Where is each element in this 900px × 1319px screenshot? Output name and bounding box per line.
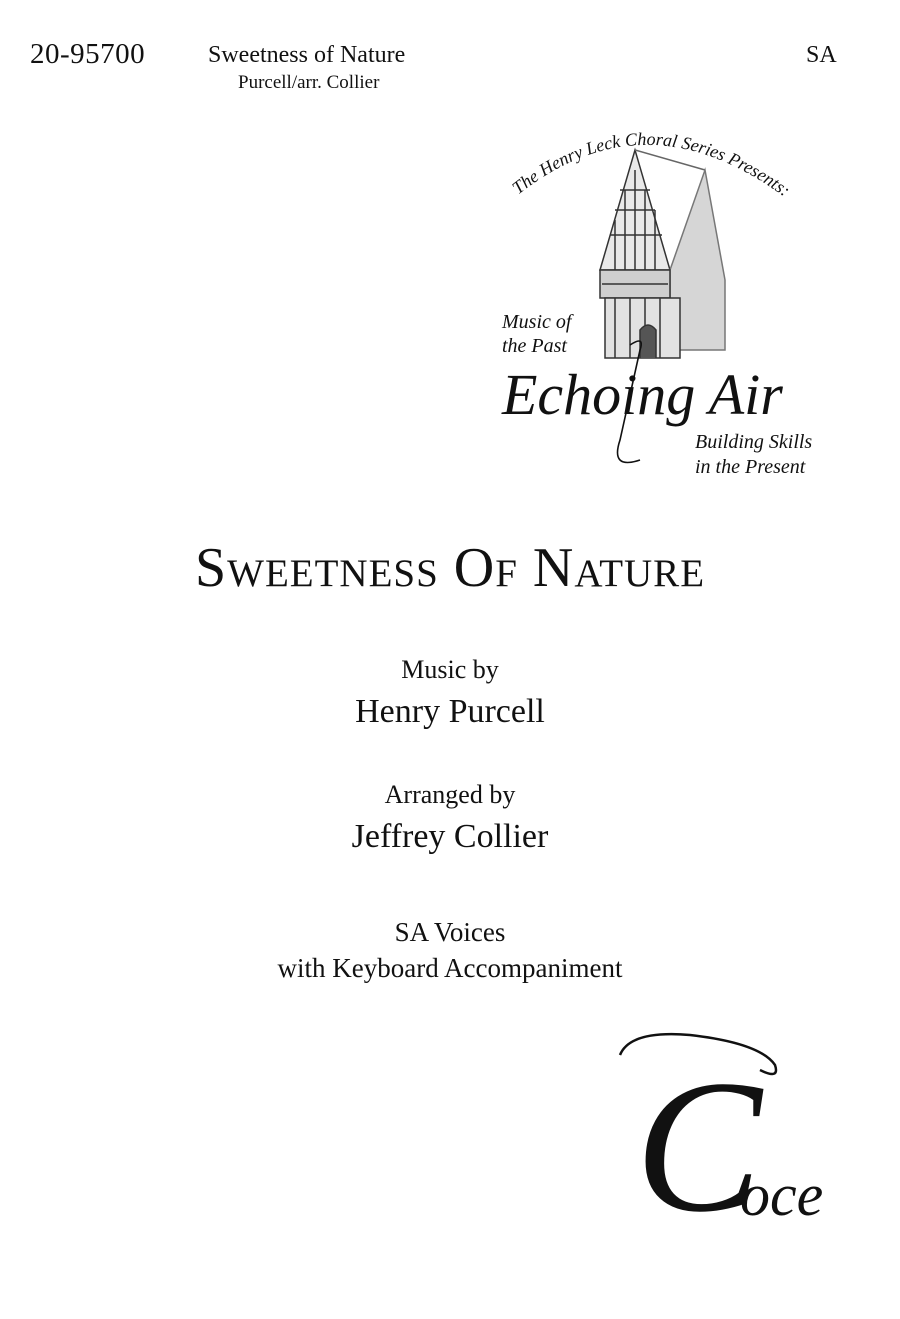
- header-credit: Purcell/arr. Collier: [238, 72, 380, 93]
- page-title: Sweetness Of Nature: [194, 537, 706, 599]
- catalog-number: 20-95700: [30, 38, 146, 70]
- composer-name: Henry Purcell: [355, 693, 545, 730]
- logo-series-name: Echoing Air: [502, 362, 783, 427]
- voicing-tag: SA: [806, 42, 837, 68]
- echoing-air-series-logo: [490, 110, 850, 490]
- coce-publisher-logo: [600, 1025, 860, 1245]
- series-arc-text: The Henry Leck Choral Series Presents:: [508, 128, 795, 201]
- logo-rest: oce: [740, 1162, 824, 1228]
- logo-left-text-1: Music of: [502, 311, 572, 333]
- logo-right-text-1: Building Skills: [695, 431, 813, 453]
- voicing-line: SA Voices: [394, 917, 506, 947]
- music-by-label: Music by: [401, 655, 499, 684]
- logo-right-text-2: in the Present: [695, 456, 806, 478]
- logo-initial: C: [635, 1042, 762, 1245]
- logo-left-text-2: the Past: [502, 335, 567, 357]
- header-title: Sweetness of Nature: [208, 42, 406, 68]
- house-illustration-icon: [600, 150, 725, 358]
- arranger-name: Jeffrey Collier: [351, 818, 549, 855]
- arranged-by-label: Arranged by: [384, 780, 516, 809]
- accompaniment-line: with Keyboard Accompaniment: [277, 953, 623, 983]
